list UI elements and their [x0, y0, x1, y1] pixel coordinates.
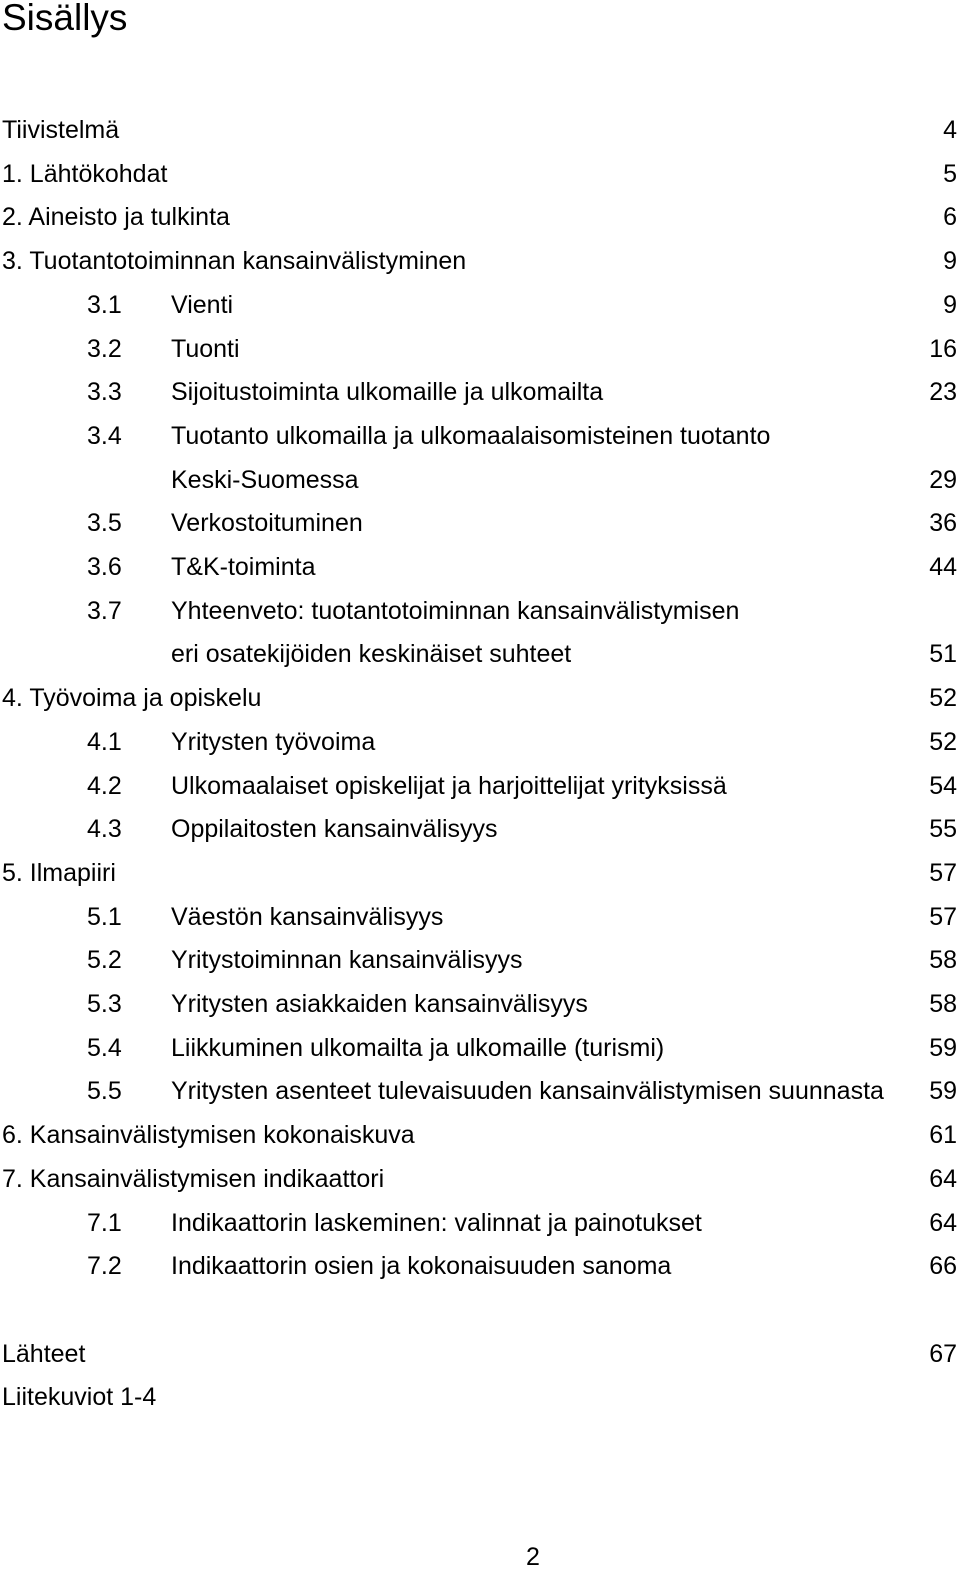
toc-entry-number: 4.3	[87, 815, 122, 844]
toc-entry	[0, 283, 960, 327]
toc-entry-title: Indikaattorin osien ja kokonaisuuden sanoma	[171, 1252, 672, 1281]
toc-entry	[0, 1375, 960, 1419]
toc-entry-page: 23	[929, 378, 957, 407]
toc-entry-number: 5.4	[87, 1033, 122, 1062]
toc-entry-title: Yritysten asiakkaiden kansainvälisyys	[171, 990, 588, 1018]
toc-entry	[0, 938, 960, 982]
toc-entry	[0, 152, 960, 196]
toc-entry-title: Sijoitustoiminta ulkomaille ja ulkomailta	[171, 378, 604, 407]
toc-entry-title: T&K-toiminta	[171, 553, 316, 581]
toc-entry-number: 5.2	[87, 946, 122, 975]
toc-entry-title: Ulkomaalaiset opiskelijat ja harjoittelijat yrityksissä	[171, 771, 727, 800]
toc-entry	[0, 1069, 960, 1113]
toc-entry	[0, 414, 960, 458]
toc-entry-title: 6. Kansainvälistymisen kokonaiskuva	[2, 1121, 415, 1150]
toc-entry-title: Tuotanto ulkomailla ja ulkomaalaisomisteinen tuotanto	[171, 421, 771, 450]
toc-entry-number: 3.3	[87, 378, 122, 407]
toc-entry-number: 5.5	[87, 1077, 122, 1106]
page-number: 2	[526, 1543, 540, 1571]
toc-entry-title: Vienti	[171, 290, 234, 319]
toc-entry-page: 5	[943, 159, 957, 188]
toc-entry-page: 64	[929, 1164, 957, 1193]
toc-entry-page: 57	[929, 858, 957, 887]
toc-entry-number: 7.2	[87, 1252, 122, 1281]
toc-entry-page: 54	[929, 771, 957, 800]
toc-entry-number: 3.2	[87, 334, 122, 363]
toc-entry-page: 64	[929, 1208, 957, 1237]
toc-entry-number: 3.5	[87, 509, 122, 538]
toc-entry	[0, 327, 960, 371]
toc-entry-page: 67	[929, 1339, 957, 1368]
toc-entry	[0, 108, 960, 152]
toc-entry-number: 3.1	[87, 290, 122, 319]
toc-entry-page: 29	[929, 465, 957, 494]
toc-entry-page: 16	[929, 334, 957, 363]
toc-entry-title: Yritystoiminnan kansainvälisyys	[171, 946, 523, 975]
toc-entry-number: 4.1	[87, 727, 122, 756]
toc-entry-page: 58	[929, 990, 957, 1018]
toc-entry-title: 1. Lähtökohdat	[2, 159, 168, 188]
toc-entry	[0, 589, 960, 633]
toc-entry-page: 59	[929, 1033, 957, 1062]
toc-entry	[0, 632, 960, 676]
toc-entry-title: 7. Kansainvälistymisen indikaattori	[2, 1164, 385, 1193]
toc-entry-number: 3.4	[87, 421, 122, 450]
toc-entry-number: 3.7	[87, 596, 122, 625]
toc-entry-page: 51	[929, 640, 957, 669]
toc-entry-page: 4	[943, 116, 957, 144]
toc-entry	[0, 895, 960, 939]
toc-entry	[0, 676, 960, 720]
toc-entry-title: Liitekuviot 1-4	[2, 1383, 157, 1412]
toc-entry	[0, 1332, 960, 1376]
toc-entry-page: 55	[929, 815, 957, 844]
toc-entry-title: 3. Tuotantotoiminnan kansainvälistyminen	[2, 247, 467, 276]
toc-entry-title: 2. Aineisto ja tulkinta	[2, 203, 230, 232]
toc-entry-page: 6	[943, 203, 957, 232]
toc-entry	[0, 545, 960, 589]
toc-entry	[0, 807, 960, 851]
toc-entry	[0, 458, 960, 502]
toc-entry	[0, 720, 960, 764]
toc-entry	[0, 1157, 960, 1201]
toc-entry	[0, 239, 960, 283]
toc-entry-title: 5. Ilmapiiri	[2, 858, 116, 887]
toc-entry-number: 3.6	[87, 553, 122, 581]
toc-entry-title: Tiivistelmä	[2, 116, 120, 144]
toc-entry	[0, 195, 960, 239]
toc-entry	[0, 1201, 960, 1245]
page-title: Sisällys	[2, 0, 128, 38]
toc-entry-page: 59	[929, 1077, 957, 1106]
toc-entry-title: 4. Työvoima ja opiskelu	[2, 684, 262, 713]
toc-entry-title: Väestön kansainvälisyys	[171, 902, 444, 931]
toc-entry	[0, 851, 960, 895]
toc-entry-page: 57	[929, 902, 957, 931]
toc-entry-title: Verkostoituminen	[171, 509, 363, 538]
toc-entry-title: Tuonti	[171, 334, 240, 363]
toc-entry	[0, 764, 960, 808]
toc-entry-page: 52	[929, 727, 957, 756]
toc-entry	[0, 1026, 960, 1070]
toc-entry-title: Yhteenveto: tuotantotoiminnan kansainvälistymisen	[171, 596, 740, 625]
toc-entry-title: Lähteet	[2, 1339, 86, 1368]
toc-entry	[0, 1113, 960, 1157]
toc-entry-title: eri osatekijöiden keskinäiset suhteet	[171, 640, 572, 669]
toc-entry-title: Keski-Suomessa	[171, 465, 359, 494]
toc-entry-number: 5.1	[87, 902, 122, 931]
toc-entry	[0, 370, 960, 414]
toc-entry-page: 9	[943, 290, 957, 319]
toc-entry-title: Oppilaitosten kansainvälisyys	[171, 815, 498, 844]
toc-entry-title: Indikaattorin laskeminen: valinnat ja painotukset	[171, 1208, 702, 1237]
toc-entry-page: 58	[929, 946, 957, 975]
toc-entry-page: 44	[929, 553, 957, 581]
toc-entry-number: 7.1	[87, 1208, 122, 1237]
toc-entry-page: 61	[929, 1121, 957, 1150]
toc-entry-page: 36	[929, 509, 957, 538]
toc-entry-page: 52	[929, 684, 957, 713]
toc-entry-title: Yritysten asenteet tulevaisuuden kansainvälistymisen suunnasta	[171, 1077, 884, 1106]
toc-entry	[0, 501, 960, 545]
toc-entry	[0, 982, 960, 1026]
toc-entry-number: 4.2	[87, 771, 122, 800]
toc-entry-title: Liikkuminen ulkomailta ja ulkomaille (turismi)	[171, 1033, 665, 1062]
toc-entry-page: 9	[943, 247, 957, 276]
toc-entry	[0, 1244, 960, 1288]
toc-entry-title: Yritysten työvoima	[171, 727, 376, 756]
toc-entry-number: 5.3	[87, 990, 122, 1018]
toc-entry-page: 66	[929, 1252, 957, 1281]
